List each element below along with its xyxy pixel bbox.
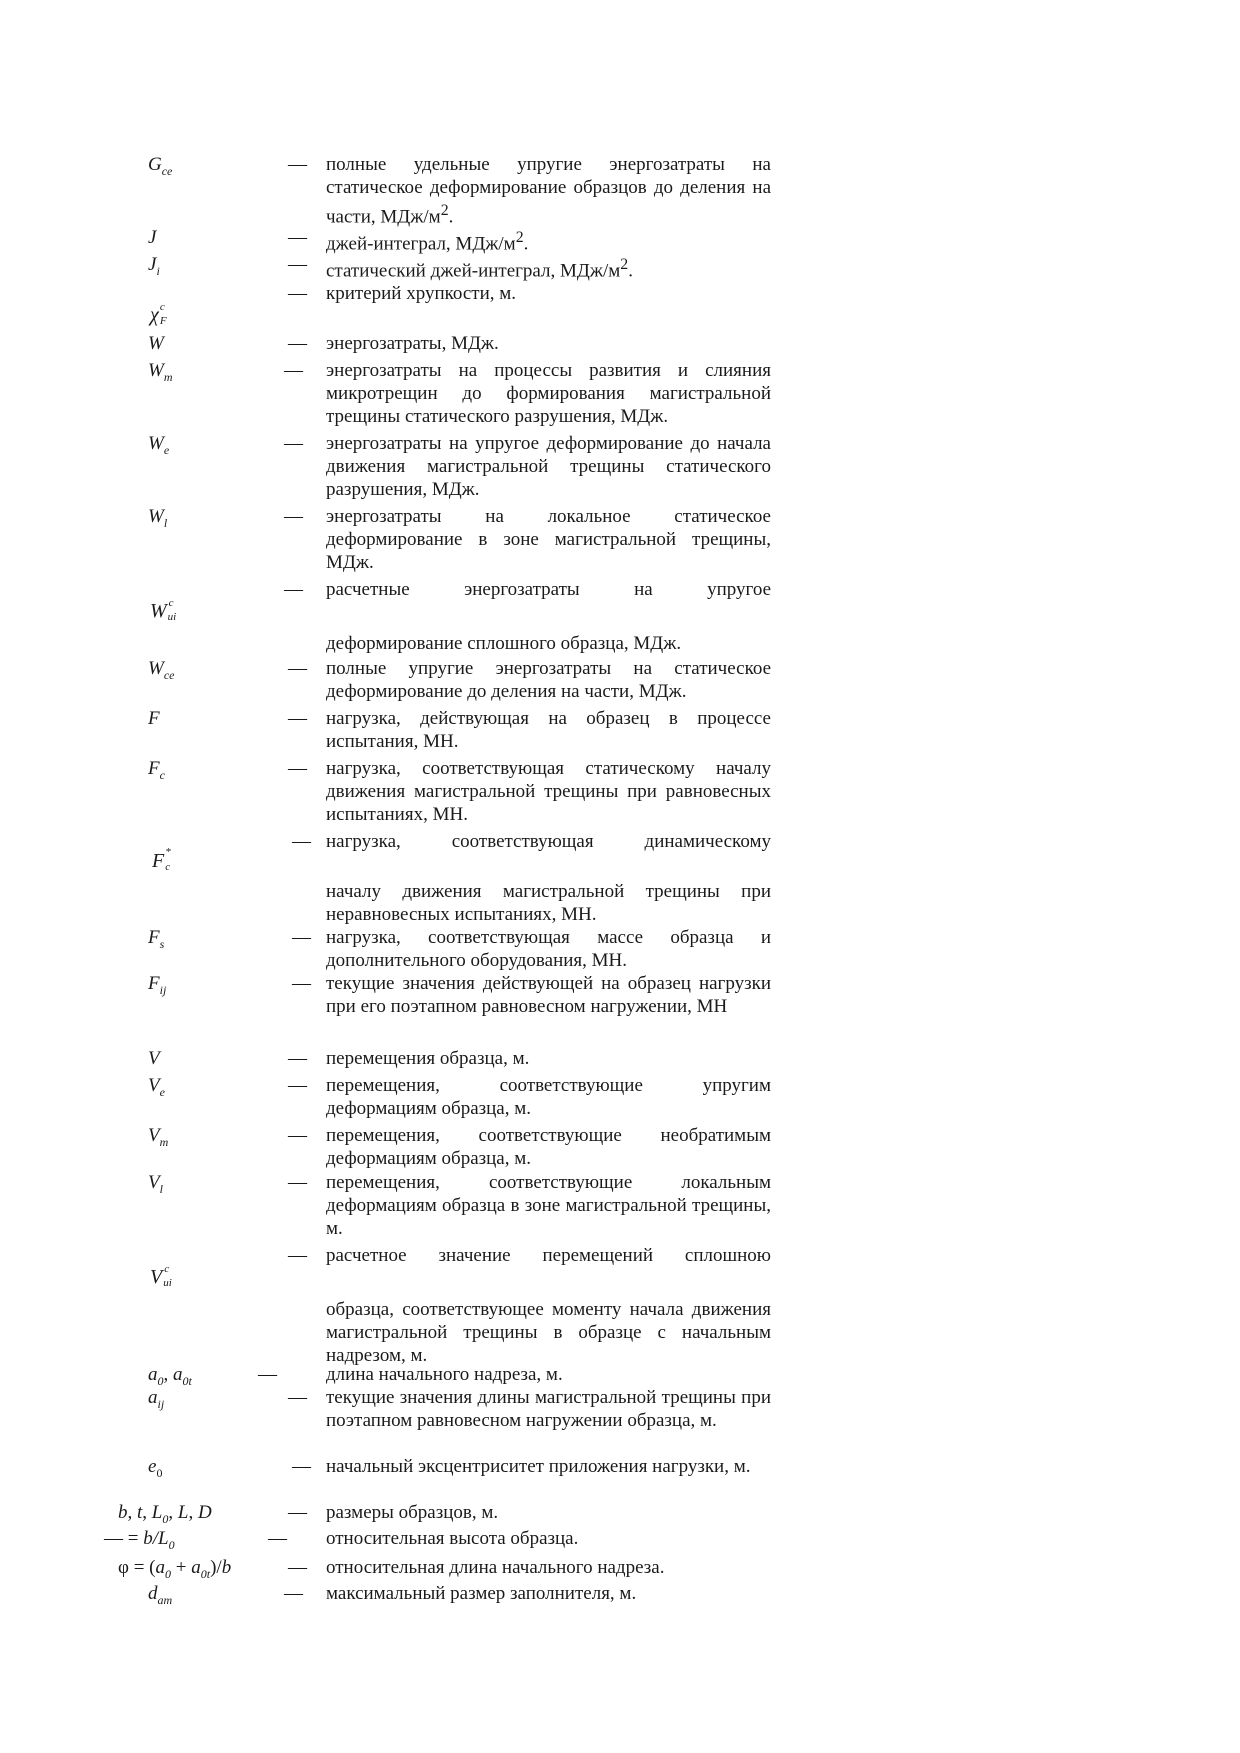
entry-definition: текущие значения действующей на образец нагрузки при его поэтапном равновесном нагружении, МН — [326, 973, 771, 1017]
entry-dash: — — [284, 360, 303, 381]
entry-dash: — — [288, 254, 307, 275]
entry-symbol: W c ui — [150, 597, 177, 623]
entry-dash: — — [288, 1048, 307, 1069]
entry-definition: относительная высота образца. — [326, 1528, 579, 1549]
entry-dash: — — [288, 1125, 307, 1146]
entry-dash: — — [284, 506, 303, 527]
entry-symbol: $G_{ce}$ — [148, 154, 173, 178]
entry-symbol: $W_l$ — [148, 506, 168, 530]
entry-dash: — — [288, 1557, 307, 1578]
entry-symbol: F — [148, 708, 160, 729]
entry-dash: — — [268, 1528, 287, 1549]
entry-definition: начальный эксцентриситет приложения нагрузки, м. — [326, 1456, 751, 1477]
entry-dash: — — [292, 973, 311, 994]
entry-symbol: $F_s$ — [148, 927, 165, 951]
entry-dash: — — [288, 227, 307, 248]
entry-definition: полные удельные упругие энергозатраты на статическое деформирование образцов до деления на части, МДж/$м^2$. — [326, 154, 771, 228]
entry-dash: — — [258, 1364, 277, 1385]
entry-symbol: $F_{ij}$ — [148, 973, 167, 997]
entry-dash: — — [292, 1456, 311, 1477]
entry-definition: перемещения образца, м. — [326, 1048, 530, 1069]
entry-definition: расчетные энергозатраты на упругое — [326, 579, 771, 600]
entry-dash: — — [288, 1387, 307, 1408]
entry-symbol: χ c F — [150, 301, 167, 327]
entry-dash: — — [284, 579, 303, 600]
entry-definition: нагрузка, действующая на образец в процессе испытания, МН. — [326, 708, 771, 752]
entry-definition-continuation: началу движения магистральной трещины при неравновесных испытаниях, МН. — [326, 881, 771, 925]
entry-dash: — — [288, 708, 307, 729]
entry-dash: — — [288, 758, 307, 779]
entry-definition: энергозатраты на локальное статическое деформирование в зоне магистральной трещины, МДж. — [326, 506, 771, 573]
entry-definition: перемещения, соответствующие упругим деформациям образца, м. — [326, 1075, 771, 1119]
entry-symbol: — = $b/L_0$ — [104, 1528, 175, 1552]
entry-dash: — — [288, 1075, 307, 1096]
entry-definition: нагрузка, соответствующая статическому началу движения магистральной трещины при равновесных испытаниях, МН. — [326, 758, 771, 825]
entry-definition: статический джей-интеграл, МДж/$м^2$. — [326, 256, 633, 282]
entry-symbol: W — [148, 333, 164, 354]
entry-symbol: V c ui — [150, 1263, 172, 1289]
entry-definition: полные упругие энергозатраты на статическое деформирование до деления на части, МДж. — [326, 658, 771, 702]
entry-definition: расчетное значение перемещений сплошною — [326, 1245, 771, 1266]
entry-symbol: $W_{ce}$ — [148, 658, 175, 682]
entry-symbol: J — [148, 227, 157, 248]
entry-definition: максимальный размер заполнителя, м. — [326, 1583, 637, 1604]
entry-dash: — — [288, 154, 307, 175]
entry-dash: — — [284, 433, 303, 454]
entry-definition: критерий хрупкости, м. — [326, 283, 517, 304]
entry-symbol: V — [148, 1048, 160, 1069]
entry-definition: энергозатраты на упругое деформирование до начала движения магистральной трещины статического разрушения, МДж. — [326, 433, 771, 500]
entry-symbol: $W_e$ — [148, 433, 170, 457]
entry-symbol: F * c — [152, 846, 171, 873]
entry-definition: энергозатраты, МДж. — [326, 333, 499, 354]
entry-definition: нагрузка, соответствующая динамическому — [326, 831, 771, 852]
entry-definition: размеры образцов, м. — [326, 1502, 499, 1523]
entry-definition: длина начального надреза, м. — [326, 1364, 563, 1385]
entry-symbol: $J_i$ — [148, 254, 160, 278]
entry-symbol: $V_e$ — [148, 1075, 165, 1099]
entry-dash: — — [292, 927, 311, 948]
entry-symbol: $V_m$ — [148, 1125, 169, 1149]
entry-dash: — — [288, 1245, 307, 1266]
entry-definition: джей-интеграл, МДж/$м^2$. — [326, 229, 529, 255]
entry-definition-continuation: образца, соответствующее моменту начала движения магистральной трещины в образце с начальным надрезом, м. — [326, 1299, 771, 1366]
entry-dash: — — [288, 1172, 307, 1193]
entry-dash: — — [292, 831, 311, 852]
entry-symbol: $d_{am}$ — [148, 1583, 173, 1607]
entry-definition-continuation: деформирование сплошного образца, МДж. — [326, 633, 682, 654]
entry-definition: текущие значения длины магистральной трещины при поэтапном равновесном нагружении образца, м. — [326, 1387, 771, 1431]
entry-definition: перемещения, соответствующие необратимым деформациям образца, м. — [326, 1125, 771, 1169]
entry-dash: — — [288, 658, 307, 679]
entry-symbol: $F_c$ — [148, 758, 165, 782]
entry-definition: перемещения, соответствующие локальным деформациям образца в зоне магистральной трещины, м. — [326, 1172, 771, 1239]
entry-dash: — — [284, 1583, 303, 1604]
entry-symbol: $W_m$ — [148, 360, 173, 384]
entry-symbol: b, t, $L_0$, L, D — [118, 1502, 212, 1526]
entry-symbol: $e_0$ — [148, 1456, 163, 1480]
entry-symbol: $a_{ij}$ — [148, 1387, 165, 1411]
entry-definition: относительная длина начального надреза. — [326, 1557, 665, 1578]
entry-symbol: $V_l$ — [148, 1172, 163, 1196]
entry-dash: — — [288, 1502, 307, 1523]
entry-definition: нагрузка, соответствующая массе образца и дополнительного оборудования, МН. — [326, 927, 771, 971]
entry-dash: — — [288, 283, 307, 304]
entry-symbol: $\varphi = (a_0 + a_{0t})/b$ — [118, 1557, 232, 1581]
entry-symbol: $a_0$, $a_{0t}$ — [148, 1364, 192, 1388]
entry-definition: энергозатраты на процессы развития и слияния микротрещин до формирования магистральной трещины статического разрушения, МДж. — [326, 360, 771, 427]
entry-dash: — — [288, 333, 307, 354]
